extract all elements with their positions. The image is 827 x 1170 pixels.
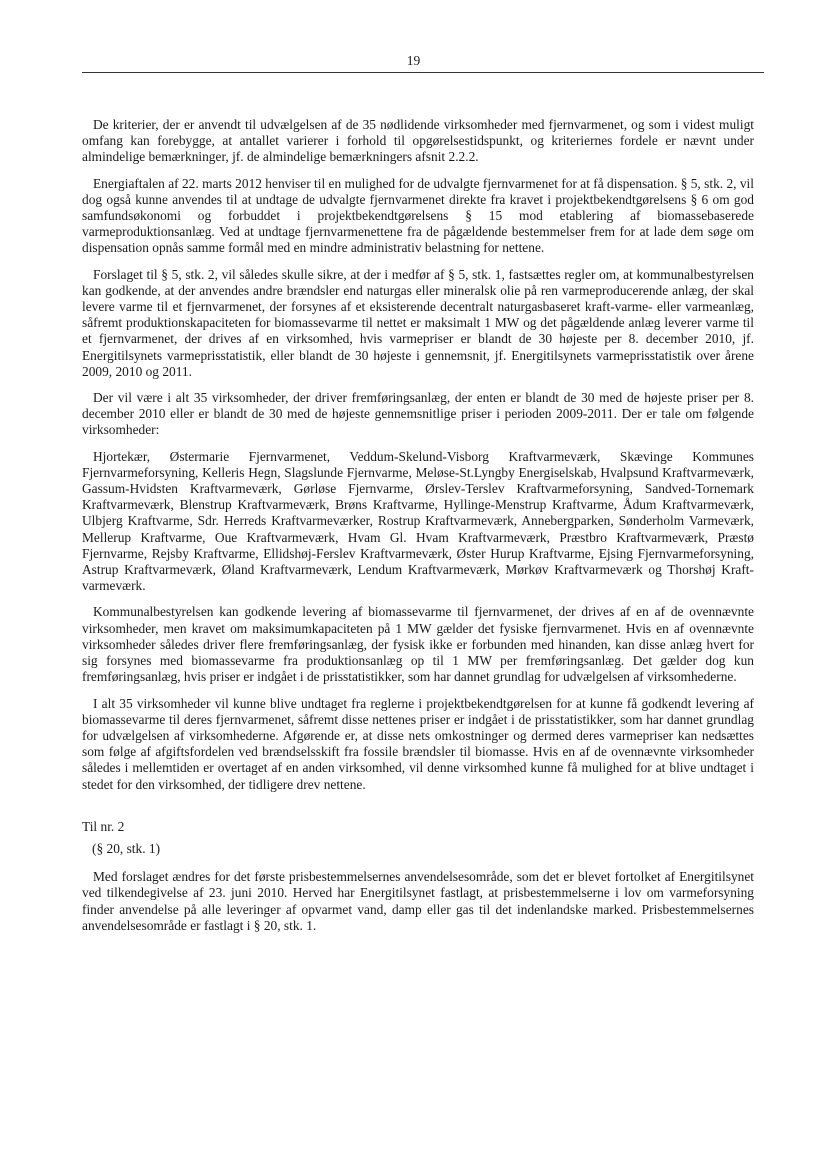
paragraph-selection-criteria: De kriterier, der er anvendt til udvælgelsen af de 35 nødlidende virksomheder med fjernvarmenet, og som i videst muligt omfang kan forebygge, at antallet varierer i forhold til opgørelsestidspunkt, og kriteriernes fordele er nævnt under almindelige bemærkninger, jf. de almindelige bemærkningers afsnit 2.2.2.	[82, 117, 754, 165]
section-reference: (§ 20, stk. 1)	[92, 840, 161, 856]
section-heading: Til nr. 2	[82, 818, 125, 834]
paragraph-price-provisions: Med forslaget ændres for det første prisbestemmelsernes anvendelsesområde, som det er blevet fortolket af Energitilsynet ved tilkendegivelse af 23. juni 2010. Herved har Energitilsynet fastlagt, at prisbestemmelserne i lov om varmeforsyning finder anvendelse på alle leveringer af opvarmet vand, damp eller gas til det indenlandske marked. Prisbestemmelsernes anvendelsesområde er fastlagt i § 20, stk. 1.	[82, 869, 754, 933]
paragraph-exemption-summary: I alt 35 virksomheder vil kunne blive undtaget fra reglerne i projektbekendtgørelsen for at kunne få godkendt levering af biomassevarme til deres fjernvarmenet, såfremt disse nettenes priser er indgået i de prisstatistikker, som har dannet grundlag for udvælgelsen af virksomhederne. Afgørende er, at disse nets omkostninger og dermed deres varmepriser kan nedsættes som følge af afgiftsfordelen ved brændselsskift fra fossile brændsler til biomasse. Hvis en af de ovennævnte virksomheder således i mellemtiden er overtaget af en anden virksomhed, vil denne virksomhed kunne få mulighed for at blive undtaget i stedet for den virksomhed, der tidligere drev nettene.	[82, 695, 754, 792]
page-number: 19	[406, 53, 421, 68]
paragraph-energy-agreement: Energiaftalen af 22. marts 2012 henviser til en mulighed for de udvalgte fjernvarmenet for at få dispensation. § 5, stk. 2, vil dog også kunne anvendes til at undtage de udvalgte fjernvarmenet direkte fra kravet i projektbekendtgørelsens § 6 om god samfundsøkonomi og forbuddet i projektbekendtgørelsens § 15 mod etablering af biomassebaserede varmeproduktionsanlæg. Ved at undtage fjernvarmenettene fra de pågældende bestemmelser frem for at lade dem søge om dispensation opnås samme formål med en mindre administrativ belastning for nettene.	[82, 175, 754, 256]
paragraph-proposal-section-5: Forslaget til § 5, stk. 2, vil således skulle sikre, at der i medfør af § 5, stk. 1, fastsættes regler om, at kommunalbestyrelsen kan godkende, at der anvendes andre brændsler end naturgas eller mineralsk olie på ren varmeproducerende anlæg, der skal levere varme til et fjernvarmenet, der forsynes af et eksisterende decentralt naturgasbaseret kraft-varme- eller varmeanlæg, såfremt produktionskapaciteten for biomassevarme til nettet er maksimalt 1 MW og det pågældende anlæg leverer varme til et fjernvarmenet, der drives af en virksomhed, hvis varmepriser er blandt de 30 højeste per 8. december 2010, jf. Energitilsynets varmeprisstatistik, eller blandt de 30 højeste i gennemsnit, jf. Energitilsynets varmeprisstatistik over årene 2009, 2010 og 2011.	[82, 266, 754, 379]
paragraph-companies-intro: Der vil være i alt 35 virksomheder, der driver fremføringsanlæg, der enten er blandt de 30 med de højeste priser per 8. december 2010 eller er blandt de 30 med de højeste gennemsnitlige priser i perioden 2009-2011. Der er tale om følgende virksomheder:	[82, 390, 754, 438]
header-divider	[82, 72, 764, 73]
paragraph-municipal-approval: Kommunalbestyrelsen kan godkende levering af biomassevarme til fjernvarmenet, der drives af en af de ovennævnte virksomheder, men kravet om maksimumkapaciteten på 1 MW gælder det fysiske fjernvarmenet. Hvis en af ovennævnte virksomheder således driver flere fremføringsanlæg, der fysisk ikke er forbunden med hinanden, kan disse anlæg hvert for sig forsynes med biomassevarme fra produktionsanlæg op til 1 MW per fremføringsanlæg. Det gælder dog kun fremføringsanlæg, hvis priser er indgået i de prisstatistikker, som har dannet grundlag for udvælgelsen af virksomhederne.	[82, 604, 754, 685]
document-body	[82, 117, 754, 944]
paragraph-company-list: Hjortekær, Østermarie Fjernvarmenet, Veddum-Skelund-Visborg Kraftvarmeværk, Skævinge Kommunes Fjernvarmeforsyning, Kelleris Hegn, Slagslunde Fjernvarme, Meløse-St.Lyngby Energiselskab, Hvalpsund Kraftvarmeværk, Gassum-Hvidsten Kraftvarmeværk, Gørløse Fjernvarme, Ørslev-Terslev Kraftvarmeforsyning, Sandved-Tornemark Kraftvarmeværk, Blenstrup Kraftvarmeværk, Brøns Kraftvarme, Hyllinge-Menstrup Kraftvarme, Ådum Kraftvarmeværk, Ulbjerg Kraftvarme, Sdr. Herreds Kraftvarmeværker, Rostrup Kraftvarmeværk, Annebergparken, Sønderholm Varmeværk, Mellerup Kraftvarme, Oue Kraftvarmeværk, Hvam Gl. Hvam Kraftvarmeværk, Præstbro Kraftvarmeværk, Præstø Fjernvarme, Rejsby Kraftvarme, Ellidshøj-Ferslev Kraftvarmeværk, Øster Hurup Kraftvarme, Ejsing Fjernvarmeforsyning, Astrup Kraftvarmeværk, Øland Kraftvarmeværk, Lendum Kraftvarmeværk, Mørkøv Kraftvarmeværk og Thorshøj Kraftvarmeværk.	[82, 448, 754, 594]
